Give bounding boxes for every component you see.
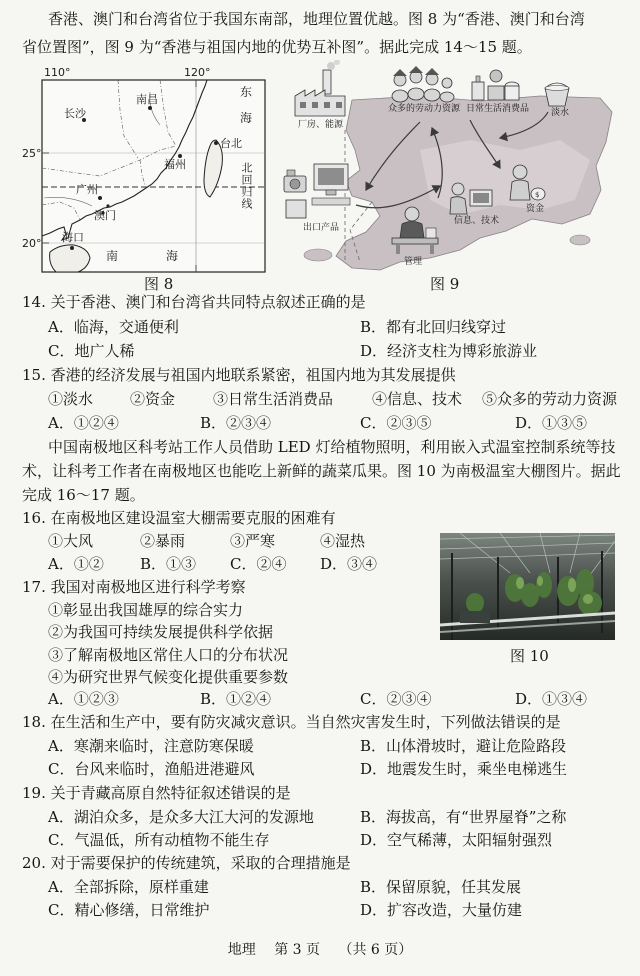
q16-option-a: A．①② [48,555,104,573]
figure10-greenhouse-photo [440,533,615,640]
q17-stem: 17. 我国对南极地区进行科学考察 [22,578,246,596]
q17-item-1: ①彰显出我国雄厚的综合实力 [48,601,244,619]
q18-option-b: B．山体滑坡时，避让危险路段 [360,737,567,755]
fig8-sea-south-1: 南 [106,249,119,263]
q14-option-b: B．都有北回归线穿过 [360,318,507,336]
fig8-city-haikou: 海口 [62,231,84,244]
fig8-city-fuzhou: 福州 [164,158,186,171]
q14-option-d: D．经济支柱为博彩旅游业 [360,342,538,360]
q16-item-1: ①大风 [48,532,94,550]
q18-option-a: A．寒潮来临时，注意防寒保暖 [48,737,254,755]
fig9-label-goods: 日常生活消费品 [466,104,530,114]
q18-stem: 18. 在生活和生产中，要有防灾减灾意识。当自然灾害发生时，下列做法错误的是 [22,713,561,731]
q15-item-5: ⑤众多的劳动力资源 [482,390,618,408]
q19-option-a: A．湖泊众多，是众多大江大河的发源地 [48,808,314,826]
q19-option-d: D．空气稀薄，太阳辐射强烈 [360,831,553,849]
fig8-sea-south-2: 海 [166,249,179,263]
q15-stem: 15. 香港的经济发展与祖国内地联系紧密，祖国内地为其发展提供 [22,366,456,384]
fig8-lat-20-label: 20° [22,237,42,250]
q17-option-a: A．①②③ [48,690,119,708]
fig8-city-guangzhou: 广州 [76,183,98,196]
q17-option-c: C．②③④ [360,690,432,708]
q20-stem: 20. 对于需要保护的传统建筑，采取的合理措施是 [22,854,351,872]
q20-option-b: B．保留原貌，任其发展 [360,878,522,896]
footer-total-pages: （共 6 页） [338,942,413,958]
q17-option-b: B．①②④ [200,690,272,708]
q15-option-a: A．①②④ [48,414,119,432]
fig9-label-capital: 资金 [526,204,545,214]
q15-item-1: ①淡水 [48,390,94,408]
figure9-illustration [284,60,612,270]
q16-stem: 16. 在南极地区建设温室大棚需要克服的困难有 [22,509,336,527]
page-footer [0,940,640,960]
svg-text:$: $ [535,191,540,199]
q16-option-d: D．③④ [320,555,378,573]
q20-option-a: A．全部拆除，原样重建 [48,878,209,896]
fig8-sea-east-2: 海 [240,111,253,125]
q20-option-d: D．扩容改造，大量仿建 [360,901,523,919]
figure10-caption: 图 10 [510,647,549,665]
footer-page-number: 第 3 页 [274,942,320,958]
intro-16-17-line-3: 完成 16～17 题。 [22,486,145,504]
fig8-city-nanchang: 南昌 [136,93,158,106]
q15-option-d: D．①③⑤ [515,414,588,432]
footer-subject: 地理 [227,942,256,958]
q15-item-3: ③日常生活消费品 [213,390,334,408]
fig9-label-management: 管理 [404,257,423,267]
q16-item-2: ②暴雨 [140,532,186,550]
q14-option-a: A．临海，交通便利 [48,318,179,336]
q14-stem: 14. 关于香港、澳门和台湾省共同特点叙述正确的是 [22,293,366,311]
figures-8-9-drawing [0,60,640,290]
q19-option-b: B．海拔高，有“世界屋脊”之称 [360,808,567,826]
fig8-sea-east-1: 东 [240,85,253,99]
intro-14-15-line-1: 香港、澳门和台湾省位于我国东南部，地理位置优越。图 8 为“香港、澳门和台湾 [48,10,585,28]
q16-option-b: B．①③ [140,555,197,573]
fig9-label-export: 出口产品 [303,223,340,233]
figure9-caption: 图 9 [430,275,460,293]
figure8-caption: 图 8 [144,275,174,293]
q19-stem: 19. 关于青藏高原自然特征叙述错误的是 [22,784,291,802]
q16-item-3: ③严寒 [230,532,276,550]
q16-item-4: ④湿热 [320,532,366,550]
q17-item-3: ③了解南极地区常住人口的分布状况 [48,646,289,664]
q18-option-c: C．台风来临时，渔船进港避风 [48,760,255,778]
q18-option-d: D．地震发生时，乘坐电梯逃生 [360,760,568,778]
q20-option-c: C．精心修缮，日常维护 [48,901,210,919]
q15-item-4: ④信息、技术 [372,390,463,408]
fig8-lon-110-label: 110° [44,66,71,79]
fig8-lon-120-label: 120° [184,66,211,79]
fig9-label-factory: 厂房、能源 [298,120,344,130]
fig9-label-labor: 众多的劳动力资源 [388,104,461,114]
fig8-city-aomen: 澳门 [94,209,116,222]
q16-option-c: C．②④ [230,555,287,573]
fig8-city-taibei: 台北 [220,137,242,150]
fig8-city-changsha: 长沙 [64,107,86,120]
q17-item-2: ②为我国可持续发展提供科学依据 [48,623,274,641]
q14-option-c: C．地广人稀 [48,342,135,360]
fig8-tropic-label: 北回归线 [240,162,253,210]
intro-16-17-line-1: 中国南极地区科考站工作人员借助 LED 灯给植物照明，利用嵌入式温室控制系统等技 [48,438,616,456]
q17-item-4: ④为研究世界气候变化提供重要参数 [48,668,289,686]
q15-option-b: B．②③④ [200,414,272,432]
fig8-lat-25-label: 25° [22,147,42,160]
q15-option-c: C．②③⑤ [360,414,432,432]
intro-16-17-line-2: 术，让科考工作者在南极地区也能吃上新鲜的蔬菜瓜果。图 10 为南极温室大棚图片。据此 [22,462,621,480]
intro-14-15-line-2: 省位置图”，图 9 为“香港与祖国内地的优势互补图”。据此完成 14～15 题。 [22,38,532,56]
q19-option-c: C．气温低，所有动植物不能生存 [48,831,270,849]
fig9-label-tech: 信息、技术 [454,216,500,226]
q17-option-d: D．①③④ [515,690,588,708]
fig9-label-water: 淡水 [551,108,570,118]
q15-item-2: ②资金 [130,390,176,408]
